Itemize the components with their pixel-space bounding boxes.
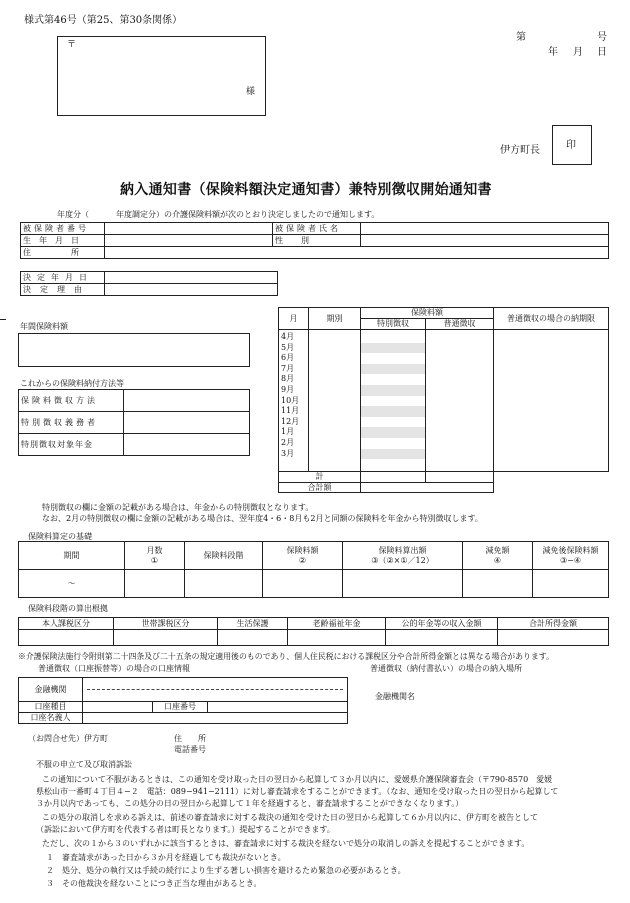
month-2: 2月	[281, 437, 295, 447]
stage-label: 保険料段階の算出根拠	[28, 604, 108, 613]
sex-value	[361, 235, 609, 247]
intro-year-prefix: 年度分（	[57, 210, 89, 219]
insured-name-value	[361, 223, 609, 235]
note-line-2: なお、2月の特別徴収の欄に金額の記載がある場合は、翌年度4・6・8月も2月と同額の保険料を年金から特別徴収します。	[42, 514, 483, 523]
month-5: 5月	[281, 342, 295, 352]
appeal-p2a: この処分の取消しを求める訴えは、前述の審査請求に対する裁決の通知を受けた日の翌日から起算して６か月以内に、伊方町を被告として	[42, 813, 538, 822]
obligor-row-label: 特別徴収義務者	[19, 412, 124, 434]
appeal-item-1: １ 審査請求があった日から３か月を経過しても裁決がないとき。	[46, 853, 286, 862]
month-list	[279, 330, 309, 472]
postal-mark: 〒	[67, 40, 77, 50]
payment-method-label: これからの保険料納付方法等	[20, 379, 124, 388]
pension-row-value	[124, 434, 250, 456]
contact-address: 住 所	[174, 734, 206, 743]
bank-institution-value	[83, 678, 348, 702]
date-year: 年	[548, 47, 558, 58]
month-12: 12月	[281, 416, 300, 426]
grand-total-label: 合計額	[279, 482, 361, 493]
bank-label: 普通徴収（口座振替等）の場合の口座情報	[38, 664, 190, 673]
total-special	[361, 472, 426, 483]
appeal-p3: ただし、次の１から３のいずれかに該当するときは、審査請求に対する裁決を経ないで処分の取消しの訴えを提起することができます。	[42, 839, 530, 848]
account-type-value	[83, 702, 153, 713]
document-title: 納入通知書（保険料額決定通知書）兼特別徴収開始通知書	[120, 182, 492, 198]
month-10: 10月	[281, 395, 300, 405]
account-no-value	[208, 702, 348, 713]
appeal-p1c: ３か月以内であっても、この処分の日の翌日から起算して１年を経過すると、審査請求することができなくなります。）	[36, 799, 464, 808]
annual-label: 年間保険料額	[20, 322, 68, 331]
basis-label: 保険料算定の基礎	[28, 532, 92, 541]
basis-calc-header: 保険料算出額 ③（②×①／12）	[343, 542, 463, 570]
account-holder-value	[83, 713, 348, 724]
normal-column	[426, 330, 494, 472]
account-holder-label: 口座名義人	[19, 713, 83, 724]
address-value	[105, 247, 609, 259]
basis-after-header: 減免後保険料額 ③−④	[533, 542, 609, 570]
margin-mark	[0, 319, 6, 320]
birth-label: 生年月日	[21, 235, 105, 247]
basis-months-header: 月数 ①	[125, 542, 185, 570]
bank-table	[18, 677, 348, 724]
col-month: 月	[279, 308, 309, 330]
number-dai: 第	[516, 32, 526, 43]
special-column	[361, 330, 426, 472]
total-normal	[426, 472, 494, 483]
stage-self-tax: 本人課税区分	[19, 618, 114, 630]
insured-no-value	[105, 223, 273, 235]
stage-old-age-pension: 老齢福祉年金	[288, 618, 386, 630]
appeal-p1a: この通知について不服があるときは、この通知を受け取った日の翌日から起算して３か月以内に、愛媛県介護保険審査会（〒790-8570 愛媛	[42, 775, 553, 784]
period-column	[309, 330, 361, 472]
payment-method-table	[18, 389, 250, 456]
stage-pension-income: 公的年金等の収入金額	[386, 618, 498, 630]
note-line-1: 特別徴収の欄に金額の記載がある場合は、年金からの特別徴収となります。	[42, 503, 314, 512]
col-period: 期別	[309, 308, 361, 330]
account-no-label: 口座番号	[153, 702, 208, 713]
stage-household-tax: 世帯課税区分	[114, 618, 218, 630]
footnote: ※介護保険法施行令附則第二十四条及び二十五条の規定適用後のものであり、個人住民税における課税区分や合計所得金額とは異なる場合があります。	[18, 652, 554, 661]
payplace-label: 普通徴収（納付書払い）の場合の納入場所	[370, 664, 522, 673]
sex-label: 性別	[273, 235, 361, 247]
decision-reason-label: 決定理由	[21, 284, 105, 296]
month-8: 8月	[281, 374, 295, 384]
annual-box	[18, 333, 250, 367]
appeal-p1b: 県松山市一番町４丁目４−２ 電話：089−941−2111）に対し審査請求をすることができます。（なお、通知を受け取った日の翌日から起算して	[36, 787, 559, 796]
basis-reduction-header: 減免額 ④	[463, 542, 533, 570]
month-7: 7月	[281, 363, 295, 373]
mayor-label: 伊方町長	[500, 145, 540, 156]
address-label: 住所	[21, 247, 105, 259]
month-4: 4月	[281, 332, 295, 341]
stage-table	[18, 617, 609, 646]
appeal-item-3: ３ その他裁決を経ないことにつき正当な理由があるとき。	[46, 879, 262, 888]
month-3: 3月	[281, 448, 295, 458]
birth-value	[105, 235, 273, 247]
month-9: 9月	[281, 384, 295, 394]
sama-label: 様	[246, 87, 256, 97]
appeal-item-2: ２ 処分、処分の執行又は手続の続行により生ずる著しい損害を避けるため緊急の必要があるとき。	[46, 866, 406, 875]
month-11: 11月	[281, 406, 300, 416]
deadline-column	[494, 330, 609, 472]
basis-table	[18, 541, 609, 598]
contact-phone: 電話番号	[174, 745, 206, 754]
method-row-label: 保険料徴収方法	[19, 390, 124, 412]
seal-box	[552, 125, 592, 165]
stage-welfare: 生活保護	[218, 618, 288, 630]
decision-reason-value	[105, 284, 278, 296]
col-special: 特別徴収	[361, 319, 426, 330]
date-day: 日	[597, 47, 607, 58]
obligor-row-value	[124, 412, 250, 434]
method-row-value	[124, 390, 250, 412]
stage-total-income: 合計所得金額	[498, 618, 609, 630]
schedule-table	[278, 307, 609, 493]
decision-date-value	[105, 272, 278, 284]
month-1: 1月	[281, 427, 295, 437]
basis-premium-header: 保険料額 ②	[263, 542, 343, 570]
decision-table	[20, 271, 278, 296]
insured-name-label: 被保険者氏名	[273, 223, 361, 235]
decision-date-label: 決定年月日	[21, 272, 105, 284]
number-go: 号	[597, 32, 607, 43]
account-type-label: 口座種目	[19, 702, 83, 713]
contact-label: （お問合せ先）伊方町	[28, 734, 108, 743]
appeal-heading: 不服の申立て及び取消訴訟	[36, 760, 132, 769]
payplace-institution: 金融機関名	[375, 692, 415, 701]
form-number: 様式第46号（第25、第30条関係）	[24, 15, 183, 26]
basis-period-cell: 〜	[19, 570, 125, 598]
address-window	[57, 36, 266, 116]
col-premium: 保険料額	[361, 308, 494, 319]
bank-institution-label: 金融機関	[19, 678, 83, 702]
total-label: 計	[279, 472, 361, 483]
insured-info-table	[20, 222, 609, 259]
month-6: 6月	[281, 353, 295, 363]
appeal-p2b: （訴訟において伊方町を代表する者は町長となります。）提起することができます。	[36, 825, 335, 834]
seal-char: 印	[566, 140, 576, 151]
grand-total-value	[361, 482, 494, 493]
col-deadline: 普通徴収の場合の納期限	[494, 308, 609, 330]
intro-text: 年度調定分）の介護保険料額が次のとおり決定しましたので通知します。	[116, 210, 380, 219]
col-normal: 普通徴収	[426, 319, 494, 330]
basis-stage-header: 保険料段階	[185, 542, 263, 570]
basis-period-header: 期間	[19, 542, 125, 570]
pension-row-label: 特別徴収対象年金	[19, 434, 124, 456]
insured-no-label: 被保険者番号	[21, 223, 105, 235]
date-month: 月	[573, 47, 583, 58]
